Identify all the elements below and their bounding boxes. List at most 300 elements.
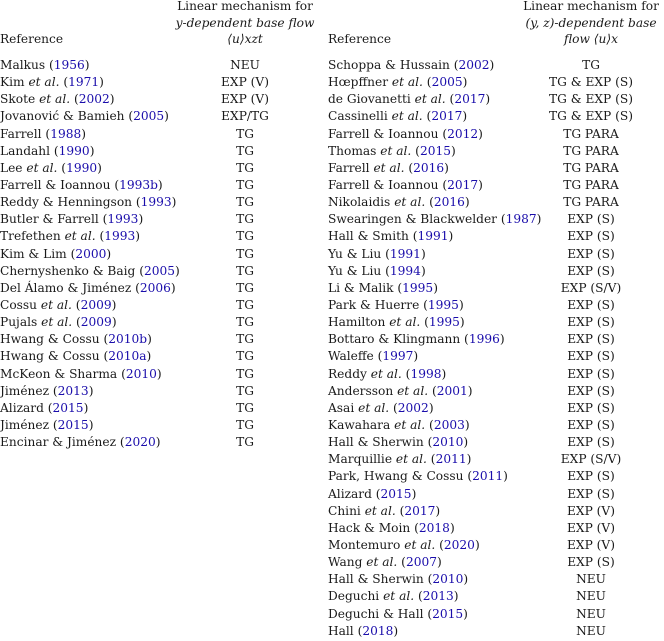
reference-author: Farrell et al. ( <box>328 160 414 175</box>
reference-author: Chini et al. ( <box>328 503 405 518</box>
table-row <box>328 623 664 640</box>
reference-cell <box>0 108 169 125</box>
reference-year-link[interactable]: 1995 <box>402 280 434 295</box>
reference-close-paren: ) <box>462 75 468 90</box>
mechanism-cell: TG <box>236 195 254 210</box>
reference-author: Landahl ( <box>0 143 59 158</box>
left-table <box>0 0 320 641</box>
right-table-body <box>328 57 664 640</box>
mechanism-cell: EXP (S) <box>567 349 615 364</box>
reference-year-link[interactable]: 2018 <box>362 623 394 638</box>
mechanism-cell: TG <box>236 435 254 450</box>
reference-close-paren: ) <box>138 212 144 227</box>
reference-author: Montemuro et al. ( <box>328 537 444 552</box>
mechanism-cell: TG <box>236 229 254 244</box>
reference-close-paren: ) <box>536 212 542 227</box>
reference-cell <box>0 194 176 211</box>
reference-year-link[interactable]: 2010 <box>125 366 157 381</box>
reference-year-link[interactable]: 2015 <box>380 486 412 501</box>
reference-author: Del Álamo & Jiménez ( <box>0 280 140 295</box>
reference-year-link[interactable]: 2010b <box>108 332 148 347</box>
mechanism-cell: EXP (S) <box>567 297 615 312</box>
mechanism-cell: TG & EXP (S) <box>549 92 633 107</box>
mechanism-cell: TG <box>236 212 254 227</box>
reference-author: Park & Huerre ( <box>328 297 428 312</box>
reference-cell <box>0 434 160 451</box>
reference-year-link[interactable]: 2002 <box>458 58 490 72</box>
reference-cell <box>328 348 418 365</box>
reference-year-link[interactable]: 2010a <box>108 349 147 364</box>
left-reference-header: Reference <box>0 32 64 46</box>
reference-close-paren: ) <box>435 503 441 518</box>
reference-author: Reddy et al. ( <box>328 366 411 381</box>
reference-close-paren: ) <box>463 572 469 587</box>
reference-close-paren: ) <box>463 606 468 621</box>
mechanism-cell: TG <box>236 332 254 347</box>
table-row <box>328 74 664 91</box>
reference-year-link[interactable]: 2005 <box>143 263 176 278</box>
reference-year-link[interactable]: 2015 <box>419 143 451 158</box>
mechanism-cell: TG <box>236 366 254 381</box>
reference-cell <box>328 297 464 314</box>
reference-year-link[interactable]: 1998 <box>410 366 442 381</box>
reference-author: Encinar & Jiménez ( <box>0 435 125 450</box>
table-row <box>0 91 320 108</box>
reference-cell <box>328 366 446 383</box>
reference-cell <box>328 74 467 91</box>
reference-year-link[interactable]: 1987 <box>505 212 537 227</box>
table-row <box>0 331 320 348</box>
reference-close-paren: ) <box>411 486 417 501</box>
table-row <box>328 143 664 160</box>
table-row <box>328 383 664 400</box>
reference-cell <box>328 143 456 160</box>
reference-author: Marquillie et al. ( <box>328 452 436 467</box>
reference-year-link[interactable]: 2018 <box>418 520 450 535</box>
reference-cell <box>328 177 483 194</box>
mechanism-cell: EXP (S) <box>567 246 615 261</box>
reference-author: Kawahara et al. ( <box>328 417 434 432</box>
left-mechanism-header-line1: Linear mechanism for <box>177 0 313 13</box>
reference-year-link[interactable]: 2016 <box>413 160 445 175</box>
reference-year-link[interactable]: 2002 <box>78 92 110 107</box>
reference-year-link[interactable]: 2017 <box>447 177 479 192</box>
right-mechanism-header-line1: Linear mechanism for <box>523 0 659 13</box>
reference-year-link[interactable]: 2020 <box>124 435 156 450</box>
table-row <box>328 537 664 554</box>
reference-close-paren: ) <box>467 383 473 398</box>
reference-close-paren: ) <box>164 109 169 124</box>
reference-cell <box>0 417 93 434</box>
reference-year-link[interactable]: 1995 <box>428 315 460 330</box>
left-mechanism-header <box>170 0 320 48</box>
reference-author: Cassinelli et al. ( <box>328 109 432 124</box>
reference-cell <box>328 108 467 125</box>
table-row <box>328 177 664 194</box>
reference-author: Andersson et al. ( <box>328 383 437 398</box>
reference-cell <box>328 211 541 228</box>
mechanism-cell: NEU <box>576 623 606 638</box>
table-row <box>0 314 320 331</box>
reference-close-paren: ) <box>441 366 447 381</box>
table-row <box>0 400 320 417</box>
reference-cell <box>0 383 93 400</box>
reference-cell <box>328 160 449 177</box>
reference-year-link[interactable]: 2000 <box>75 246 107 261</box>
reference-author: Butler & Farrell ( <box>0 212 108 227</box>
reference-year-link[interactable]: 2009 <box>80 315 112 330</box>
reference-close-paren: ) <box>420 246 426 261</box>
reference-author: Deguchi et al. ( <box>328 589 423 604</box>
right-mechanism-header <box>518 0 664 48</box>
reference-year-link[interactable]: 1991 <box>417 229 449 244</box>
table-row <box>0 143 320 160</box>
reference-author: Waleffe ( <box>328 349 383 364</box>
reference-year-link[interactable]: 1990 <box>66 160 98 175</box>
reference-cell <box>0 314 117 331</box>
table-row <box>328 194 664 211</box>
mechanism-cell: EXP (S) <box>567 212 615 227</box>
reference-year-link[interactable]: 2013 <box>422 589 454 604</box>
table-row <box>328 348 664 365</box>
reference-author: Farrell & Ioannou ( <box>328 126 448 141</box>
table-row <box>0 366 320 383</box>
reference-cell <box>328 383 473 400</box>
reference-year-link[interactable]: 1996 <box>468 332 500 347</box>
reference-author: Hwang & Cossu ( <box>0 332 109 347</box>
reference-year-link[interactable]: 1991 <box>389 246 421 261</box>
reference-author: Li & Malik ( <box>328 280 403 295</box>
reference-close-paren: ) <box>499 332 505 347</box>
reference-author: Cossu et al. ( <box>0 297 81 312</box>
reference-close-paren: ) <box>175 263 180 278</box>
reference-cell <box>328 468 508 485</box>
reference-cell <box>328 400 434 417</box>
reference-close-paren: ) <box>106 246 112 261</box>
mechanism-cell: EXP (S) <box>567 315 615 330</box>
mechanism-cell: NEU <box>576 589 606 604</box>
reference-close-paren: ) <box>147 332 152 347</box>
reference-year-link[interactable]: 2001 <box>436 383 468 398</box>
reference-year-link[interactable]: 2015 <box>432 606 464 621</box>
reference-author: Malkus ( <box>0 58 54 72</box>
reference-close-paren: ) <box>474 537 480 552</box>
table-row <box>0 417 320 434</box>
mechanism-cell: TG & EXP (S) <box>549 75 633 90</box>
reference-cell <box>328 246 426 263</box>
reference-close-paren: ) <box>171 195 177 210</box>
reference-cell <box>0 57 90 74</box>
reference-author: Lee et al. ( <box>0 160 67 175</box>
mechanism-cell: EXP (S) <box>567 486 615 501</box>
mechanism-cell: TG <box>236 280 254 295</box>
mechanism-cell: TG PARA <box>563 160 619 175</box>
mechanism-cell: EXP (V) <box>567 503 615 518</box>
reference-author: Swearingen & Blackwelder ( <box>328 212 506 227</box>
reference-year-link[interactable]: 1993b <box>119 177 158 192</box>
reference-author: Jiménez ( <box>0 383 58 398</box>
right-mechanism-header-line2: (y, z)-dependent base <box>525 15 657 30</box>
table-row <box>328 366 664 383</box>
reference-close-paren: ) <box>436 555 442 570</box>
left-mechanism-header-line2: y-dependent base flow <box>175 15 315 30</box>
mechanism-cell: EXP (S) <box>567 229 615 244</box>
reference-cell <box>328 588 459 605</box>
reference-close-paren: ) <box>459 315 465 330</box>
reference-author: Hall & Sherwin ( <box>328 435 433 450</box>
reference-year-link[interactable]: 2005 <box>133 109 165 124</box>
mechanism-cell: TG <box>236 349 254 364</box>
reference-cell <box>328 417 470 434</box>
reference-author: Hall & Sherwin ( <box>328 572 433 587</box>
table-row <box>328 108 664 125</box>
reference-close-paren: ) <box>485 92 491 107</box>
reference-close-paren: ) <box>428 400 434 415</box>
right-table <box>328 0 664 641</box>
reference-year-link[interactable]: 2002 <box>397 400 429 415</box>
mechanism-cell: TG <box>236 400 254 415</box>
reference-author: Jiménez ( <box>0 417 58 432</box>
reference-author: Asai et al. ( <box>328 400 398 415</box>
mechanism-cell: TG <box>236 177 254 192</box>
reference-close-paren: ) <box>99 75 104 90</box>
reference-author: Thomas et al. ( <box>328 143 420 158</box>
reference-year-link[interactable]: 2017 <box>454 92 486 107</box>
table-row <box>328 520 664 537</box>
mechanism-cell: EXP (S) <box>567 555 615 570</box>
mechanism-cell: TG PARA <box>563 177 619 192</box>
reference-year-link[interactable]: 2009 <box>80 297 112 312</box>
right-reference-header: Reference <box>328 32 392 46</box>
reference-year-link[interactable]: 2003 <box>433 417 465 432</box>
table-row <box>328 57 664 74</box>
reference-cell <box>0 211 143 228</box>
table-row <box>328 434 664 451</box>
reference-year-link[interactable]: 2011 <box>435 452 467 467</box>
table-row <box>328 554 664 571</box>
reference-close-paren: ) <box>413 349 419 364</box>
reference-cell <box>0 228 140 245</box>
reference-cell <box>328 503 440 520</box>
reference-cell <box>328 571 468 588</box>
mechanism-cell: EXP (S) <box>567 417 615 432</box>
reference-author: Hack & Moin ( <box>328 520 419 535</box>
reference-cell <box>328 280 438 297</box>
reference-close-paren: ) <box>462 109 468 124</box>
reference-year-link[interactable]: 2013 <box>57 383 89 398</box>
reference-year-link[interactable]: 1956 <box>53 58 85 72</box>
reference-year-link[interactable]: 2015 <box>57 417 89 432</box>
reference-year-link[interactable]: 2005 <box>431 75 463 90</box>
mechanism-cell: EXP (S/V) <box>560 452 622 467</box>
reference-cell <box>328 606 468 623</box>
left-table-body <box>0 57 320 451</box>
table-row <box>328 126 664 143</box>
table-row <box>0 263 320 280</box>
mechanism-cell: EXP (S) <box>567 366 615 381</box>
reference-author: Wang et al. ( <box>328 555 406 570</box>
reference-author: Deguchi & Hall ( <box>328 606 433 621</box>
reference-cell <box>328 126 483 143</box>
mechanism-cell: EXP (S) <box>567 469 615 484</box>
mechanism-cell: TG PARA <box>563 143 619 158</box>
reference-close-paren: ) <box>393 623 399 638</box>
reference-cell <box>328 486 416 503</box>
reference-year-link[interactable]: 1994 <box>389 263 421 278</box>
reference-cell <box>328 331 505 348</box>
reference-year-link[interactable]: 2020 <box>443 537 475 552</box>
reference-year-link[interactable]: 1990 <box>58 143 90 158</box>
table-row <box>0 348 320 365</box>
reference-year-link[interactable]: 2017 <box>431 109 463 124</box>
reference-cell <box>0 331 152 348</box>
reference-year-link[interactable]: 2006 <box>139 280 171 295</box>
reference-close-paren: ) <box>84 58 90 72</box>
reference-cell <box>0 280 176 297</box>
reference-author: Schoppa & Hussain ( <box>328 58 459 72</box>
reference-author: Farrell & Ioannou ( <box>0 177 120 192</box>
table-row <box>328 263 664 280</box>
table-row <box>328 314 664 331</box>
reference-cell <box>328 623 398 640</box>
reference-year-link[interactable]: 2016 <box>433 195 465 210</box>
reference-author: Alizard ( <box>328 486 381 501</box>
reference-cell <box>328 57 494 74</box>
reference-close-paren: ) <box>458 297 464 312</box>
mechanism-cell: TG <box>582 58 600 72</box>
table-row <box>328 588 664 605</box>
reference-close-paren: ) <box>135 229 141 244</box>
reference-author: Trefethen et al. ( <box>0 229 105 244</box>
reference-close-paren: ) <box>463 435 469 450</box>
mechanism-cell: EXP (S) <box>567 383 615 398</box>
reference-cell <box>0 348 151 365</box>
reference-author: Kim et al. ( <box>0 75 69 90</box>
reference-cell <box>0 91 115 108</box>
mechanism-cell: EXP (S) <box>567 435 615 450</box>
table-row <box>328 297 664 314</box>
mechanism-cell: TG <box>236 263 254 278</box>
reference-author: Hamilton et al. ( <box>328 315 429 330</box>
mechanism-cell: TG PARA <box>563 126 619 141</box>
reference-year-link[interactable]: 1993 <box>104 229 136 244</box>
table-row <box>0 194 320 211</box>
reference-author: Pujals et al. ( <box>0 315 81 330</box>
reference-author: Yu & Liu ( <box>328 263 390 278</box>
reference-author: Bottaro & Klingmann ( <box>328 332 469 347</box>
table-row <box>0 57 320 74</box>
reference-year-link[interactable]: 1971 <box>68 75 100 90</box>
reference-cell <box>0 160 102 177</box>
mechanism-cell: TG <box>236 315 254 330</box>
reference-year-link[interactable]: 2010 <box>432 572 464 587</box>
reference-author: Reddy & Henningson ( <box>0 195 141 210</box>
reference-cell <box>328 314 465 331</box>
mechanism-cell: TG <box>236 126 254 141</box>
table-row <box>0 160 320 177</box>
mechanism-cell: TG & EXP (S) <box>549 109 633 124</box>
table-row <box>0 126 320 143</box>
reference-close-paren: ) <box>433 280 438 295</box>
reference-author: Hall ( <box>328 623 363 638</box>
reference-close-paren: ) <box>81 126 86 141</box>
reference-author: Farrell & Ioannou ( <box>328 177 448 192</box>
reference-close-paren: ) <box>444 160 449 175</box>
reference-close-paren: ) <box>170 280 176 295</box>
reference-cell <box>0 400 88 417</box>
table-row <box>0 177 320 194</box>
table-row <box>328 211 664 228</box>
reference-close-paren: ) <box>111 297 117 312</box>
mechanism-cell: TG <box>236 246 254 261</box>
reference-author: Yu & Liu ( <box>328 246 390 261</box>
mechanism-cell: TG <box>236 143 254 158</box>
reference-year-link[interactable]: 2011 <box>472 469 504 484</box>
reference-close-paren: ) <box>157 177 163 192</box>
reference-author: McKeon & Sharma ( <box>0 366 126 381</box>
reference-cell <box>0 143 94 160</box>
table-row <box>0 280 320 297</box>
mechanism-cell: NEU <box>576 606 606 621</box>
reference-year-link[interactable]: 2012 <box>447 126 479 141</box>
reference-close-paren: ) <box>464 417 470 432</box>
mechanism-cell: EXP/TG <box>221 109 269 124</box>
reference-cell <box>0 74 104 91</box>
table-row <box>328 160 664 177</box>
reference-author: Hwang & Cossu ( <box>0 349 109 364</box>
table-row <box>328 417 664 434</box>
reference-cell <box>328 554 442 571</box>
reference-cell <box>328 520 455 537</box>
table-row <box>328 228 664 245</box>
reference-close-paren: ) <box>109 92 115 107</box>
reference-close-paren: ) <box>155 435 161 450</box>
reference-cell <box>328 451 471 468</box>
reference-author: Hall & Smith ( <box>328 229 418 244</box>
reference-author: Hœpffner et al. ( <box>328 75 432 90</box>
reference-year-link[interactable]: 1988 <box>50 126 82 141</box>
mechanism-cell: NEU <box>576 572 606 587</box>
reference-close-paren: ) <box>466 452 472 467</box>
reference-year-link[interactable]: 1995 <box>427 297 459 312</box>
reference-year-link[interactable]: 2017 <box>404 503 436 518</box>
reference-author: de Giovanetti et al. ( <box>328 92 455 107</box>
table-row <box>328 91 664 108</box>
reference-close-paren: ) <box>146 349 152 364</box>
mechanism-cell: TG <box>236 297 254 312</box>
table-row <box>328 486 664 503</box>
mechanism-cell: EXP (V) <box>221 92 269 107</box>
reference-close-paren: ) <box>478 126 483 141</box>
reference-year-link[interactable]: 1993 <box>107 212 139 227</box>
table-row <box>328 246 664 263</box>
table-row <box>0 74 320 91</box>
reference-close-paren: ) <box>449 520 455 535</box>
reference-author: Jovanović & Bamieh ( <box>0 109 134 124</box>
table-row <box>0 108 320 125</box>
reference-close-paren: ) <box>420 263 426 278</box>
reference-author: Kim & Lim ( <box>0 246 76 261</box>
reference-year-link[interactable]: 2015 <box>52 400 84 415</box>
reference-year-link[interactable]: 2010 <box>432 435 464 450</box>
reference-year-link[interactable]: 1993 <box>140 195 172 210</box>
reference-year-link[interactable]: 1997 <box>382 349 414 364</box>
reference-cell <box>0 246 111 263</box>
reference-cell <box>328 228 453 245</box>
reference-close-paren: ) <box>111 315 117 330</box>
reference-close-paren: ) <box>450 143 456 158</box>
reference-year-link[interactable]: 2007 <box>405 555 437 570</box>
